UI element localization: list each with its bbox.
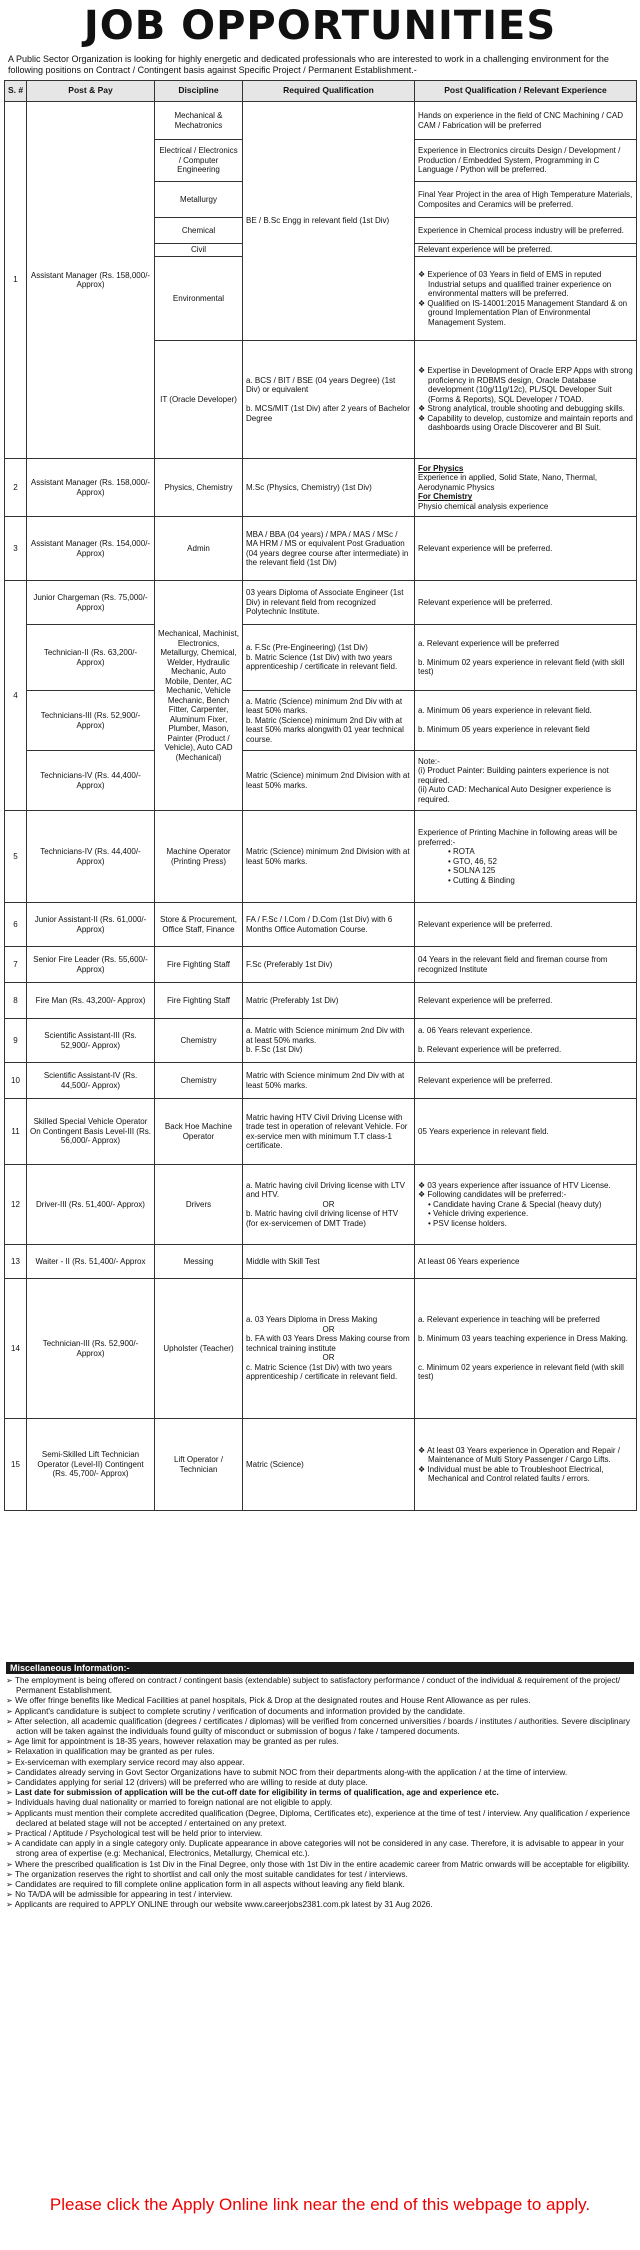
experience: For Physics Experience in applied, Solid State, Nano, Thermal, Aerodynamic Physics For Chemistry Physio chemical analysis experience [415,459,637,517]
discipline: Admin [155,517,243,581]
experience: a. 06 Years relevant experience. b. Relevant experience will be preferred. [415,1019,637,1063]
list-item: ❖ 03 years experience after issuance of HTV License. [418,1180,611,1190]
list-item: • PSV license holders. [428,1218,507,1228]
discipline: Chemistry [155,1019,243,1063]
experience: Relevant experience will be preferred. [415,581,637,625]
table-row [5,1063,637,1099]
discipline: Physics, Chemistry [155,459,243,517]
post-pay: Scientific Assistant-III (Rs. 52,900/- Approx) [27,1019,155,1063]
list-item: ❖ Capability to develop, customize and maintain reports and dashboards using Oracle Discoverer and BI Suit. [418,413,633,433]
table-row [5,691,637,751]
post-pay: Technicians-IV (Rs. 44,400/- Approx) [27,811,155,903]
list-item: ➢ Individuals having dual nationality or married to foreign national are not eligible to apply. [6,1798,333,1808]
list-item: ❖ At least 03 Years experience in Operation and Repair / Maintenance of Multi Story Passenger / Cargo Lifts. [418,1445,620,1464]
row-number: 3 [5,517,27,581]
table-row [5,459,637,517]
table-row [5,1099,637,1165]
table-row [5,1245,637,1279]
discipline: Mechanical & Mechatronics [155,102,243,140]
post-pay: Technicians-IV (Rs. 44,400/- Approx) [27,751,155,811]
list-item: ➢ Applicant's candidature is subject to complete scrutiny / verification of documents and information provided by the candidate. [6,1706,465,1716]
jobs-table [4,80,637,1511]
intro-text: A Public Sector Organization is looking for highly energetic and dedicated professionals who are interested to work in a challenging environment for the following positions on Contract / Contingent basis against Specific Project / Permanent Establishment.- [8,54,609,75]
qualification: a. F.Sc (Pre-Engineering) (1st Div) b. Matric Science (1st Div) with two years apprenticeship / certificate in relevant field. [243,625,415,691]
row-number: 8 [5,983,27,1019]
misc-heading: Miscellaneous Information:- [6,1662,634,1674]
table-row [5,903,637,947]
post-pay: Assistant Manager (Rs. 154,000/- Approx) [27,517,155,581]
discipline: Lift Operator / Technician [155,1419,243,1511]
qualification: M.Sc (Physics, Chemistry) (1st Div) [243,459,415,517]
list-item: ➢ The employment is being offered on contract / contingent basis (extendable) subject to satisfactory performance / conduct of the individual & requirement of the project/ Permanent Establishment. [6,1676,621,1696]
qualification: a. BCS / BIT / BSE (04 years Degree) (1st Div) or equivalent b. MCS/MIT (1st Div) after 2 years of Bachelor Degree [243,341,415,459]
experience: Experience in Chemical process industry will be preferred. [415,218,637,244]
experience: a. Relevant experience in teaching will be preferred b. Minimum 03 years teaching experience in Dress Making. c. Minimum 02 years experience in relevant field (with skill test) [415,1279,637,1419]
experience [415,257,637,341]
experience: Relevant experience will be preferred. [415,1063,637,1099]
qualification: Matric with Science minimum 2nd Div with at least 50% marks. [243,1063,415,1099]
list-item: ➢ Candidates applying for serial 12 (drivers) will be preferred who are willing to reside at duty place. [6,1778,368,1788]
experience: 05 Years experience in relevant field. [415,1099,637,1165]
qualification: a. Matric with Science minimum 2nd Div with at least 50% marks. b. F.Sc (1st Div) [243,1019,415,1063]
list-item: ❖ Qualified on IS-14001:2015 Management Standard & on ground Implementation Plan of Environmental Management System. [418,298,628,327]
list-item: ➢ Ex-serviceman with exemplary service record may also appear. [6,1757,245,1767]
experience [415,341,637,459]
list-item: ➢ Where the prescribed qualification is 1st Div in the Final Degree, only those with 1st Div in the entire academic career from Matric onwards will be acceptable for eligibility. [6,1859,630,1869]
post-pay: Fire Man (Rs. 43,200/- Approx) [27,983,155,1019]
experience: Experience in Electronics circuits Design / Development / Production / Embedded System, Programming in C Language / Python will be preferred. [415,140,637,182]
list-item: ❖ Experience of 03 Years in field of EMS in reputed Industrial setups and qualified trainer experience on environmental matters will be preferred. [418,270,612,298]
list-item: ➢ We offer fringe benefits like Medical Facilities at panel hospitals, Pick & Drop at the designated routes and House Rent Allowance as per rules. [6,1696,531,1706]
table-row [5,581,637,625]
list-item: • GTO, 46, 52 [448,856,497,866]
table-row [5,1165,637,1245]
list-item: ➢ Candidates already serving in Govt Sector Organizations have to submit NOC from their departments along-with the application / at the time of interview. [6,1767,568,1777]
post-pay: Assistant Manager (Rs. 158,000/- Approx) [27,459,155,517]
list-item: ➢ After selection, all academic qualification (degrees / certificates / diplomas) will be verified from concerned universities / boards / institutes / authorities. Severe disciplinary action will be taken against the individuals found guilty of misconduct or submission of bogus / fake / tampered documents. [6,1716,630,1737]
list-item: ➢ Practical / Aptitude / Psychological test will be held prior to interview. [6,1829,263,1839]
table-row [5,947,637,983]
discipline: Chemical [155,218,243,244]
post-pay: Skilled Special Vehicle Operator On Contingent Basis Level-III (Rs. 56,000/- Approx) [27,1099,155,1165]
table-row [5,1279,637,1419]
qualification: MBA / BBA (04 years) / MPA / MAS / MSc / MA HRM / MS or equivalent Post Graduation (04 years degree course after intermediate) in the relevant field (1st Div) [243,517,415,581]
row-number: 11 [5,1099,27,1165]
table-row [5,102,637,140]
discipline: Back Hoe Machine Operator [155,1099,243,1165]
header-sno: S. # [5,81,27,102]
row-number: 1 [5,102,27,459]
qualification: Matric (Science) minimum 2nd Division with at least 50% marks. [243,751,415,811]
post-pay: Driver-III (Rs. 51,400/- Approx) [27,1165,155,1245]
list-item: • Cutting & Binding [448,875,515,885]
row-number: 10 [5,1063,27,1099]
experience: At least 06 Years experience [415,1245,637,1279]
list-item: ❖ Individual must be able to Troubleshoot Electrical, Mechanical and Control related faults / errors. [418,1464,604,1483]
list-item: • Candidate having Crane & Special (heavy duty) [428,1199,602,1209]
post-pay: Technicians-III (Rs. 52,900/- Approx) [27,691,155,751]
experience: 04 Years in the relevant field and fireman course from recognized Institute [415,947,637,983]
row-number: 14 [5,1279,27,1419]
qualification: Matric (Preferably 1st Div) [243,983,415,1019]
qualification: F.Sc (Preferably 1st Div) [243,947,415,983]
experience [415,1165,637,1245]
list-item: ➢ Applicants must mention their complete accredited qualification (Degree, Diploma, Certificates etc), experience at the time of test / interview. Any qualification / experience declared at belated stage will not be accepted / entertained on any pretext. [6,1808,630,1828]
qualification: a. Matric (Science) minimum 2nd Div with at least 50% marks. b. Matric (Science) minimum 2nd Div with at least 50% marks alongwith 01 year technical course. [243,691,415,751]
row-number: 5 [5,811,27,903]
discipline: Environmental [155,257,243,341]
discipline: Metallurgy [155,182,243,218]
row-number: 2 [5,459,27,517]
discipline: Civil [155,244,243,257]
list-item: ➢ No TA/DA will be admissible for appearing in test / interview. [6,1890,233,1900]
discipline: Mechanical, Machinist, Electronics, Metallurgy, Chemical, Welder, Hydraulic Mechanic, Auto Mobile, Denter, AC Mechanic, Vehicle Mechanic, Bench Fitter, Carpenter, Aluminum Fixer, Plumber, Mason, Painter (Product / Vehicle), Auto CAD (Mechanical) [155,581,243,811]
list-item: • SOLNA 125 [448,866,496,875]
header-qualification: Required Qualification [243,81,415,102]
post-pay: Junior Chargeman (Rs. 75,000/- Approx) [27,581,155,625]
post-pay: Waiter - II (Rs. 51,400/- Approx [27,1245,155,1279]
qualification: a. Matric having civil Driving license with LTV and HTV. OR b. Matric having civil driving license of HTV (for ex-servicemen of DMT Trade) [243,1165,415,1245]
discipline: Machine Operator (Printing Press) [155,811,243,903]
discipline: Drivers [155,1165,243,1245]
discipline: Electrical / Electronics / Computer Engineering [155,140,243,182]
list-item: ❖ Expertise in Development of Oracle ERP Apps with strong proficiency in RDBMS design, Oracle Database development (10g/11g/12c), PL/SQL Developer Suit (Forms & Reports), SQL Developer / TOAD. [418,366,633,404]
table-row [5,1419,637,1511]
misc-list [6,1676,634,1911]
discipline: Upholster (Teacher) [155,1279,243,1419]
post-pay: Technician-II (Rs. 63,200/- Approx) [27,625,155,691]
discipline: IT (Oracle Developer) [155,341,243,459]
experience: a. Minimum 06 years experience in relevant field. b. Minimum 05 years experience in relevant field [415,691,637,751]
qualification: FA / F.Sc / I.Com / D.Com (1st Div) with 6 Months Office Automation Course. [243,903,415,947]
post-pay: Semi-Skilled Lift Technician Operator (Level-II) Contingent (Rs. 45,700/- Approx) [27,1419,155,1511]
experience [415,1419,637,1511]
list-item: • ROTA [448,847,475,856]
page-title: JOB OPPORTUNITIES [83,3,557,49]
experience: Experience of Printing Machine in following areas will be preferred:- • ROTA • GTO, 46, 52 • SOLNA 125 • Cutting & Binding [415,811,637,903]
row-number: 9 [5,1019,27,1063]
row-number: 13 [5,1245,27,1279]
qualification: 03 years Diploma of Associate Engineer (1st Div) in relevant field from recognized Polytechnic Institute. [243,581,415,625]
qualification: Matric (Science) minimum 2nd Division with at least 50% marks. [243,811,415,903]
table-row [5,983,637,1019]
table-header-row [5,81,637,102]
list-item: ➢ The organization reserves the right to shortlist and call only the most suitable candidates for test / interviews. [6,1869,408,1879]
post-pay: Assistant Manager (Rs. 158,000/- Approx) [27,102,155,459]
header-post: Post & Pay [27,81,155,102]
experience: Relevant experience will be preferred. [415,903,637,947]
table-row [5,751,637,811]
list-item: ❖ Strong analytical, trouble shooting and debugging skills. [418,404,625,414]
discipline: Fire Fighting Staff [155,947,243,983]
list-item: ➢ Candidates are required to fill complete online application form in all aspects without leaving any field blank. [6,1880,405,1890]
table-row [5,517,637,581]
table-row [5,1019,637,1063]
list-item: ❖ Following candidates will be preferred:- [418,1190,567,1200]
post-pay: Junior Assistant-II (Rs. 61,000/- Approx) [27,903,155,947]
qualification: BE / B.Sc Engg in relevant field (1st Div) [243,102,415,341]
row-number: 4 [5,581,27,811]
list-item: ➢ Relaxation in qualification may be granted as per rules. [6,1747,215,1757]
qualification: Matric (Science) [243,1419,415,1511]
header-discipline: Discipline [155,81,243,102]
discipline: Messing [155,1245,243,1279]
list-item: ➢ A candidate can apply in a single category only. Duplicate appearance in above categories will not be considered in any case. Therefore, it is advisable to appear in your strong area of expertise (e.g: Mechanical, Electronics, Metallurgy, Chemical etc.). [6,1839,624,1859]
experience: Relevant experience will be preferred. [415,983,637,1019]
experience: Hands on experience in the field of CNC Machining / CAD CAM / Fabrication will be preferred [415,102,637,140]
experience: Note:- (i) Product Painter: Building painters experience is not required. (ii) Auto CAD: Mechanical Auto Designer experience is required. [415,751,637,811]
post-pay: Scientific Assistant-IV (Rs. 44,500/- Approx) [27,1063,155,1099]
row-number: 12 [5,1165,27,1245]
list-item: • Vehicle driving experience. [428,1209,529,1219]
qualification: a. 03 Years Diploma in Dress Making OR b. FA with 03 Years Dress Making course from technical training institute OR c. Matric Science (1st Div) with two years apprenticeship / certificate in relevant field. [243,1279,415,1419]
list-item: ➢ Last date for submission of application will be the cut-off date for eligibility in terms of qualification, age and experience etc. [6,1788,499,1798]
qualification: Middle with Skill Test [243,1245,415,1279]
discipline: Fire Fighting Staff [155,983,243,1019]
experience: Relevant experience will be preferred. [415,517,637,581]
qualification: Matric having HTV Civil Driving License with trade test in operation of relevant Vehicle. For ex-service men with minimum T.T class-1 certificate. [243,1099,415,1165]
apply-online-note: Please click the Apply Online link near the end of this webpage to apply. [49,2195,591,2214]
experience: a. Relevant experience will be preferred b. Minimum 02 years experience in relevant field (with skill test) [415,625,637,691]
row-number: 6 [5,903,27,947]
row-number: 15 [5,1419,27,1511]
list-item: ➢ Age limit for appointment is 18-35 years, however relaxation may be granted as per rules. [6,1737,339,1747]
table-row [5,811,637,903]
experience: Final Year Project in the area of High Temperature Materials, Composites and Ceramics will be preferred. [415,182,637,218]
post-pay: Technician-III (Rs. 52,900/- Approx) [27,1279,155,1419]
discipline: Chemistry [155,1063,243,1099]
experience: Relevant experience will be preferred. [415,244,637,257]
post-pay: Senior Fire Leader (Rs. 55,600/- Approx) [27,947,155,983]
row-number: 7 [5,947,27,983]
header-experience: Post Qualification / Relevant Experience [415,81,637,102]
list-item: ➢ Applicants are required to APPLY ONLINE through our website www.careerjobs2381.com.pk latest by 31 Aug 2026. [6,1900,433,1910]
discipline: Store & Procurement, Office Staff, Finance [155,903,243,947]
table-row [5,625,637,691]
